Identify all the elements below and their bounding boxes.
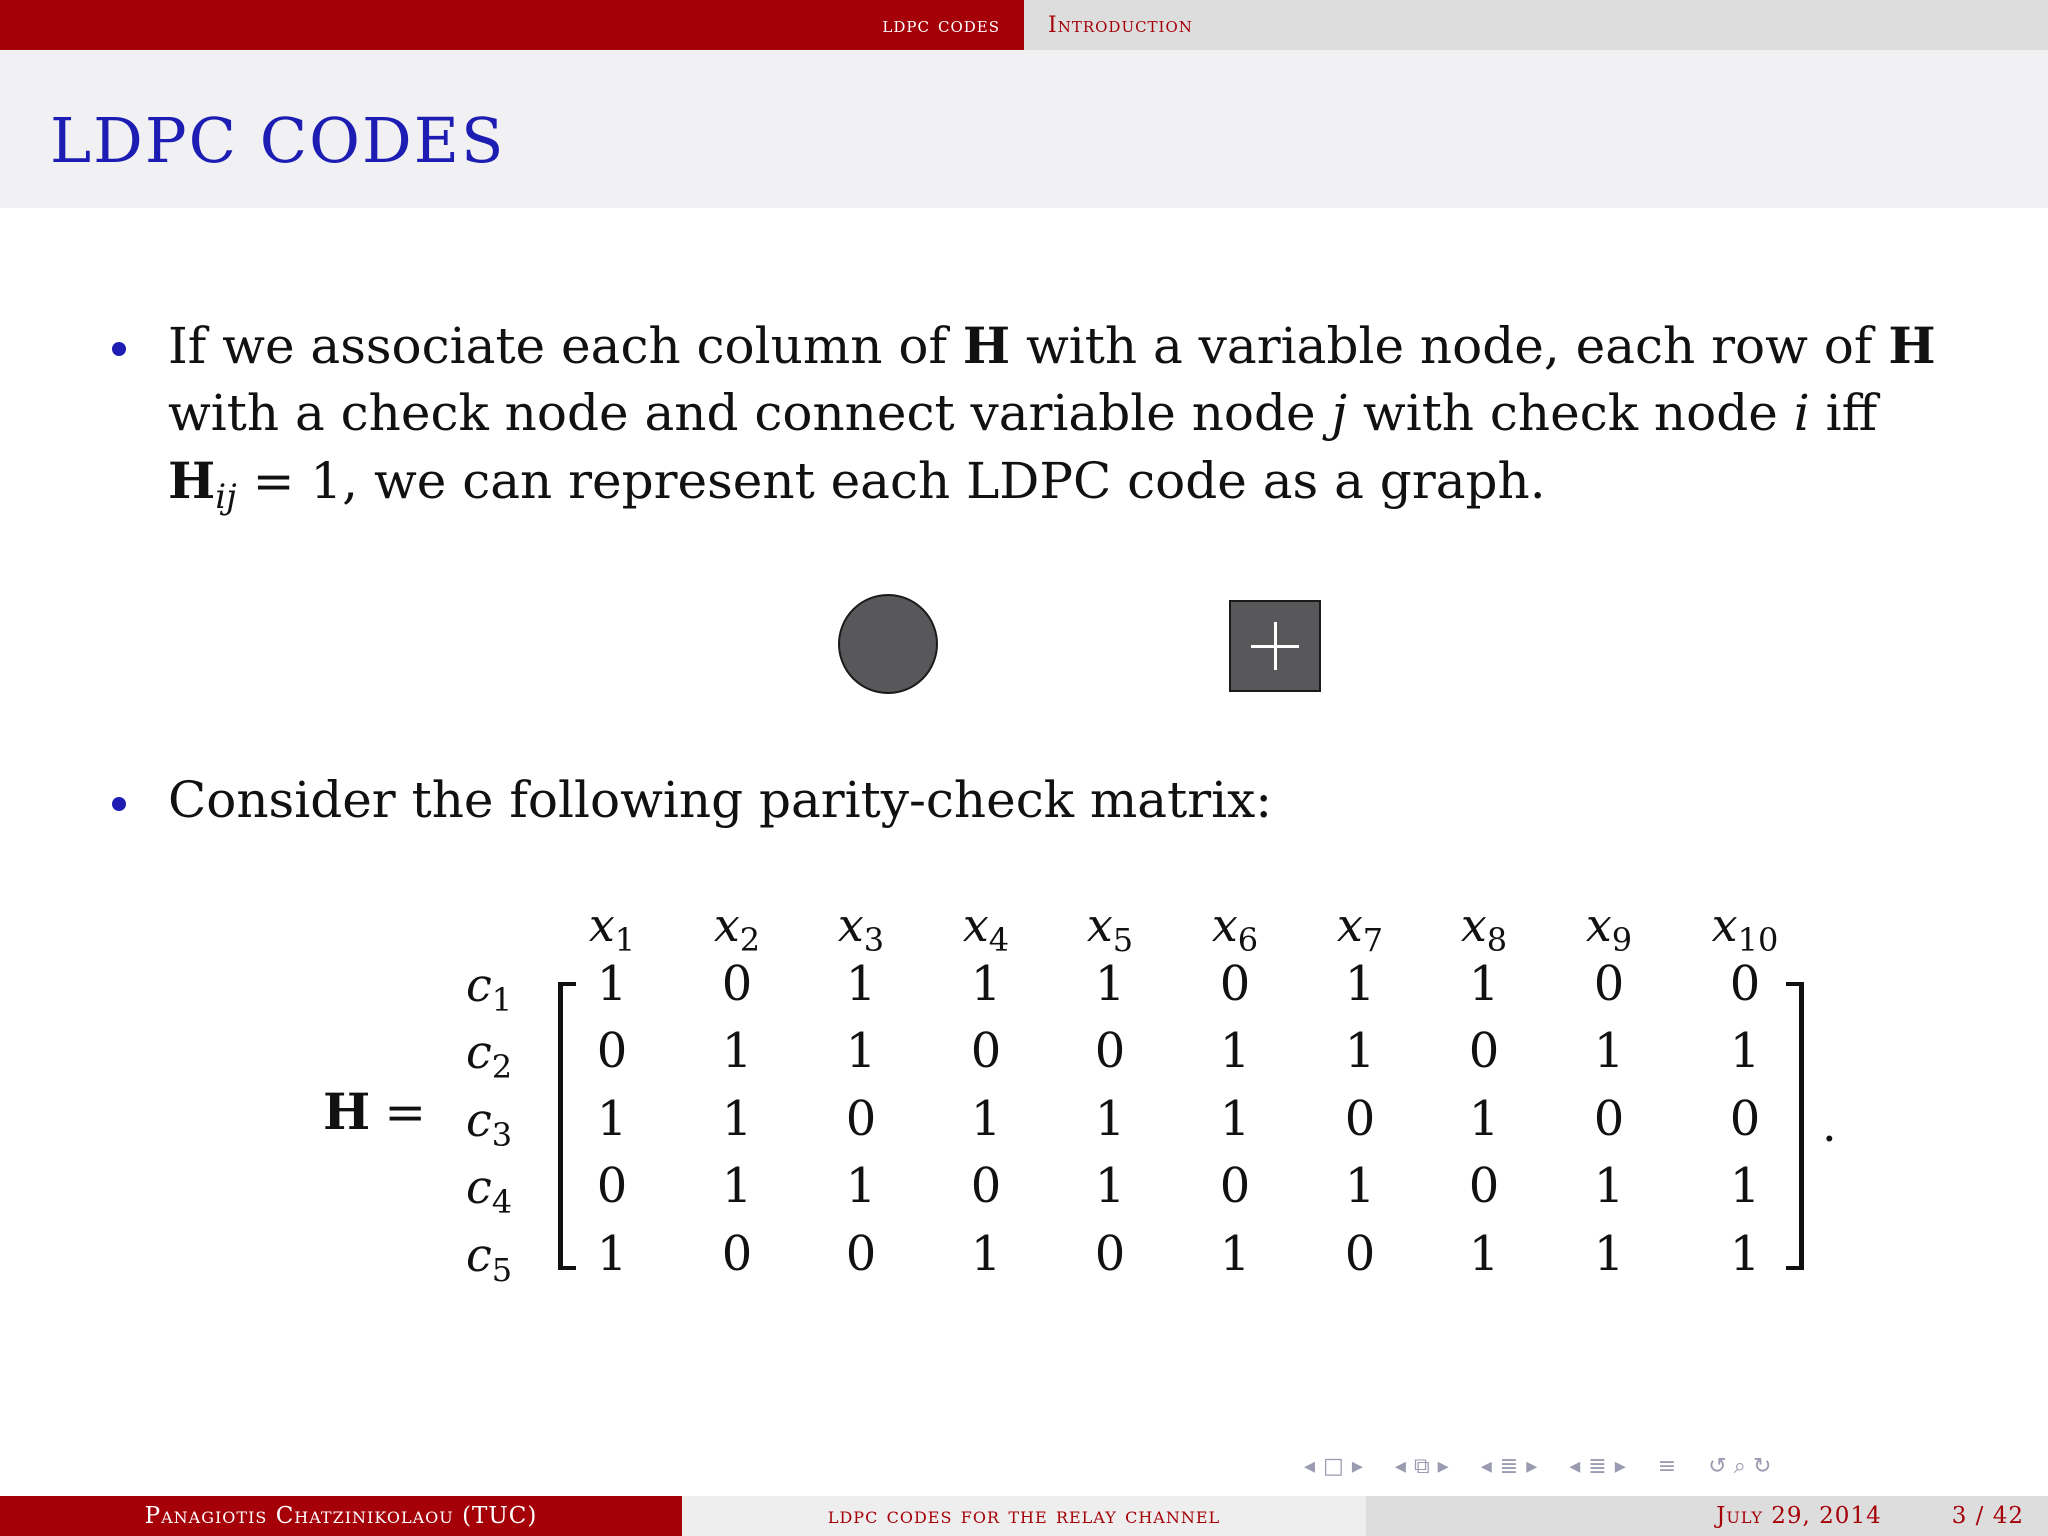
bullet-item-graph-association [112, 312, 1972, 522]
matrix-cell: 0 [1219, 956, 1251, 1012]
matrix-cell: 0 [1729, 1091, 1761, 1147]
matrix-label [323, 1082, 426, 1141]
matrix-period: . [1822, 1098, 1837, 1152]
document-icon[interactable]: ≣ [1588, 1453, 1607, 1479]
column-label-x6 [1212, 898, 1258, 959]
row-var: c [466, 1228, 492, 1282]
row-label-c2 [466, 1025, 512, 1086]
matrix-cell: 0 [1593, 956, 1625, 1012]
matrix-cell: 1 [596, 1091, 628, 1147]
subsection-icon[interactable]: ⧉ [1413, 1453, 1430, 1479]
column-label-x10 [1712, 898, 1779, 959]
equals-sign: = [384, 1083, 427, 1141]
row-index: 5 [491, 1251, 513, 1289]
column-var: x [1336, 898, 1363, 952]
matrix-cell: 1 [1344, 1023, 1376, 1079]
var-j: j [1331, 384, 1348, 442]
subsection-prev-icon[interactable]: ◂ [1394, 1453, 1406, 1479]
nav-subsection-link[interactable]: Introduction [1048, 12, 1193, 38]
bullet-text: Consider the following parity-check matrix: [168, 771, 1273, 829]
bullet-dot [112, 342, 126, 356]
matrix-cell: 0 [1468, 1158, 1500, 1214]
subsection-next-icon[interactable]: ▸ [1437, 1453, 1449, 1479]
column-index: 5 [1112, 921, 1134, 959]
column-label-x3 [838, 898, 884, 959]
text-segment: with check node [1347, 384, 1794, 442]
matrix-cell: 1 [1468, 956, 1500, 1012]
matrix-cell: 0 [1094, 1023, 1126, 1079]
nav-section-link[interactable]: ldpc codes [882, 12, 1000, 38]
bullet-dot [112, 797, 126, 811]
matrix-left-bracket [558, 982, 576, 1270]
row-label-c4 [466, 1160, 512, 1221]
nav-subsection-area [1024, 0, 2048, 50]
matrix-cell: 0 [721, 1226, 753, 1282]
column-var: x [713, 898, 740, 952]
matrix-cell: 0 [970, 1158, 1002, 1214]
matrix-cell: 1 [845, 1023, 877, 1079]
matrix-cell: 1 [1729, 1226, 1761, 1282]
matrix-cell: 1 [1344, 956, 1376, 1012]
matrix-cell: 0 [1344, 1091, 1376, 1147]
column-index: 9 [1611, 921, 1633, 959]
matrix-cell: 1 [970, 956, 1002, 1012]
column-var: x [1211, 898, 1238, 952]
column-var: x [1711, 898, 1738, 952]
row-index: 2 [491, 1048, 513, 1086]
matrix-cell: 1 [1468, 1091, 1500, 1147]
matrix-cell: 1 [1593, 1226, 1625, 1282]
column-index: 6 [1237, 921, 1259, 959]
column-label-x5 [1087, 898, 1133, 959]
row-var: c [466, 1025, 492, 1079]
matrix-cell: 0 [721, 956, 753, 1012]
column-var: x [1585, 898, 1612, 952]
matrix-cell: 1 [845, 1158, 877, 1214]
column-label-x1 [589, 898, 635, 959]
matrix-cell: 0 [1219, 1158, 1251, 1214]
column-index: 4 [988, 921, 1010, 959]
frame-title-bar [0, 50, 2048, 208]
row-var: c [466, 1160, 492, 1214]
column-label-x9 [1586, 898, 1632, 959]
matrix-cell: 1 [845, 956, 877, 1012]
frame-next-icon[interactable]: ▸ [1351, 1453, 1363, 1479]
footer-author: Panagiotis Chatzinikolaou (TUC) [0, 1496, 682, 1536]
matrix-cell: 1 [1468, 1226, 1500, 1282]
section-icon[interactable]: ≣ [1499, 1453, 1519, 1479]
navigation-bar [0, 0, 2048, 50]
matrix-cell: 1 [1344, 1158, 1376, 1214]
matrix-cell: 1 [1219, 1023, 1251, 1079]
variable-node-circle [838, 594, 938, 694]
row-var: c [466, 958, 492, 1012]
frame-icon[interactable]: □ [1323, 1453, 1344, 1479]
row-label-c1 [466, 958, 512, 1019]
frame-title: LDPC CODES [50, 104, 506, 177]
subscript-ij: ij [215, 477, 237, 517]
document-next-icon[interactable]: ▸ [1614, 1453, 1626, 1479]
column-label-x7 [1337, 898, 1383, 959]
column-index: 8 [1486, 921, 1508, 959]
row-label-c5 [466, 1228, 512, 1289]
footer-talk-title: ldpc codes for the relay channel [682, 1496, 1366, 1536]
matrix-cell: 0 [845, 1226, 877, 1282]
column-var: x [1460, 898, 1487, 952]
matrix-cell: 0 [845, 1091, 877, 1147]
row-index: 1 [491, 981, 513, 1019]
column-var: x [837, 898, 864, 952]
matrix-cell: 1 [596, 1226, 628, 1282]
matrix-cell: 1 [1094, 956, 1126, 1012]
toc-icon[interactable]: ≡ [1657, 1453, 1677, 1479]
column-label-x4 [963, 898, 1009, 959]
matrix-cell: 0 [970, 1023, 1002, 1079]
nav-section-area [0, 0, 1024, 50]
column-label-x2 [714, 898, 760, 959]
var-i: i [1793, 384, 1810, 442]
document-prev-icon[interactable]: ◂ [1569, 1453, 1581, 1479]
matrix-cell: 0 [596, 1023, 628, 1079]
matrix-cell: 1 [1094, 1091, 1126, 1147]
matrix-symbol-h: H [962, 316, 1011, 375]
section-next-icon[interactable]: ▸ [1526, 1453, 1538, 1479]
column-index: 7 [1362, 921, 1384, 959]
matrix-cell: 1 [596, 956, 628, 1012]
matrix-cell: 1 [1729, 1023, 1761, 1079]
footer-page-number: 3 / 42 [1951, 1503, 2024, 1529]
matrix-cell: 0 [1729, 956, 1761, 1012]
matrix-cell: 0 [1468, 1023, 1500, 1079]
search-icon[interactable]: ↺ ⌕ ↻ [1708, 1453, 1772, 1479]
column-index: 2 [739, 921, 761, 959]
matrix-cell: 1 [1593, 1023, 1625, 1079]
text-segment: with a variable node, each row of [1010, 317, 1889, 375]
matrix-cell: 1 [1219, 1226, 1251, 1282]
text-segment: = 1, we can represent each LDPC code as a graph. [236, 452, 1546, 510]
column-index: 1 [614, 921, 636, 959]
matrix-cell: 1 [721, 1023, 753, 1079]
footer-bar [0, 1496, 2048, 1536]
matrix-cell: 1 [1094, 1158, 1126, 1214]
matrix-cell: 1 [1729, 1158, 1761, 1214]
bullet-text [168, 312, 1936, 531]
matrix-cell: 1 [721, 1158, 753, 1214]
matrix-symbol-h: H [1888, 316, 1936, 375]
text-segment: with a check node and connect variable node [168, 384, 1332, 442]
row-label-c3 [466, 1093, 512, 1154]
beamer-navigation-symbols [1300, 1448, 2040, 1484]
matrix-cell: 0 [1094, 1226, 1126, 1282]
matrix-cell: 1 [970, 1091, 1002, 1147]
column-label-x8 [1461, 898, 1507, 959]
column-index: 3 [863, 921, 885, 959]
frame-prev-icon[interactable]: ◂ [1304, 1453, 1316, 1479]
matrix-cell: 0 [1593, 1091, 1625, 1147]
text-segment: iff [1809, 384, 1878, 442]
bullet-item-parity-check [112, 767, 1412, 837]
column-var: x [962, 898, 989, 952]
check-node-square [1229, 600, 1321, 692]
matrix-symbol-h: H [168, 451, 216, 510]
row-index: 4 [491, 1183, 513, 1221]
matrix-cell: 1 [721, 1091, 753, 1147]
text-segment: If we associate each column of [168, 317, 963, 375]
row-index: 3 [491, 1116, 513, 1154]
matrix-name: H [323, 1082, 371, 1141]
matrix-right-bracket [1786, 982, 1804, 1270]
section-prev-icon[interactable]: ◂ [1480, 1453, 1492, 1479]
column-var: x [588, 898, 615, 952]
matrix-cell: 0 [596, 1158, 628, 1214]
matrix-cell: 1 [1219, 1091, 1251, 1147]
column-var: x [1086, 898, 1113, 952]
matrix-cell: 0 [1344, 1226, 1376, 1282]
matrix-cell: 1 [1593, 1158, 1625, 1214]
row-var: c [466, 1093, 492, 1147]
footer-date: July 29, 2014 [1716, 1503, 1882, 1529]
column-index: 10 [1737, 921, 1779, 959]
footer-date-page [1366, 1496, 2048, 1536]
matrix-cell: 1 [970, 1226, 1002, 1282]
